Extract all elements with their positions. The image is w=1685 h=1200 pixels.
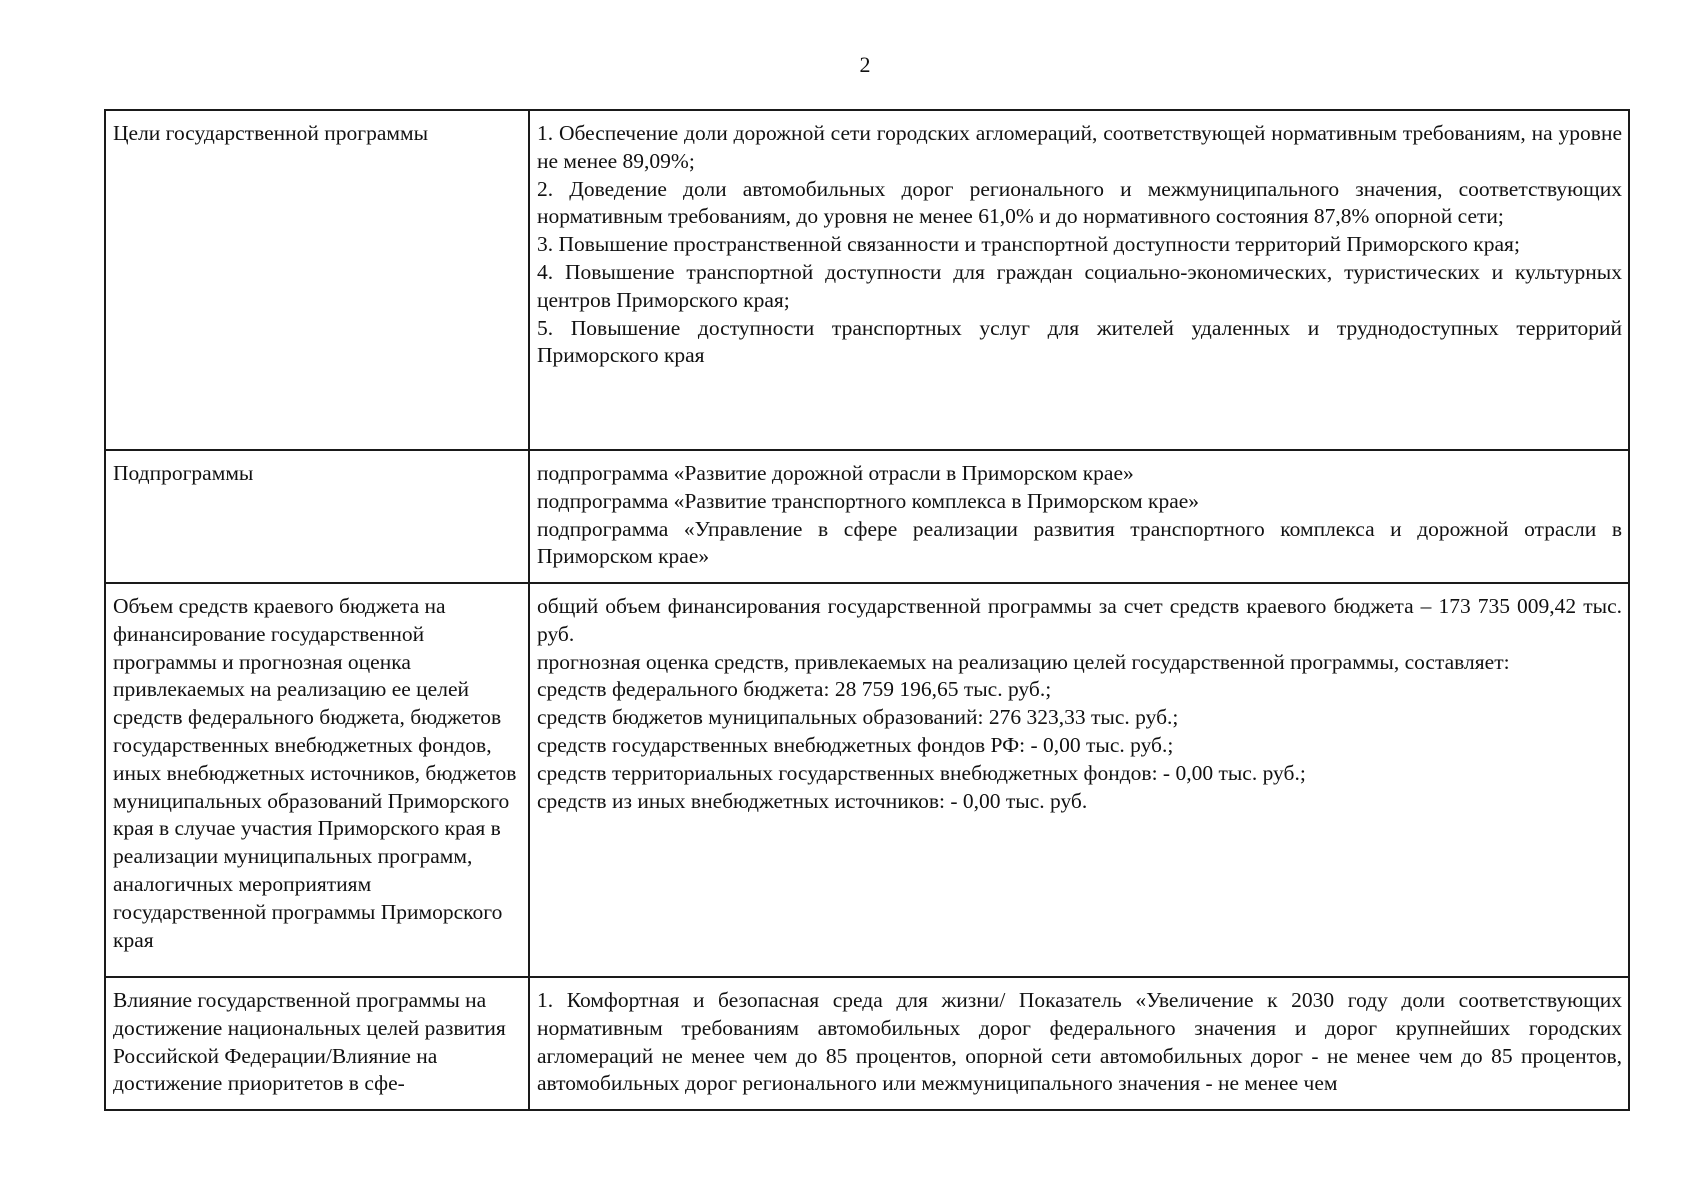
budget-line: средств бюджетов муниципальных образований: 276 323,33 тыс. руб.; <box>537 705 1179 730</box>
goal-item: 1. Обеспечение доли дорожной сети городских агломераций, соответствующей нормативным требованиям, на уровне не менее 89,09%; <box>537 121 1622 173</box>
goal-item: 3. Повышение пространственной связанности и транспортной доступности территорий Приморского края; <box>537 232 1520 257</box>
row-label-subprograms: Подпрограммы <box>105 450 529 583</box>
goal-item: 4. Повышение транспортной доступности для граждан социально-экономических, туристических и культурных центров Приморского края; <box>537 259 1622 312</box>
row-label-budget: Объем средств краевого бюджета на финансирование государственной программы и прогнозная оценка привлекаемых на реализацию ее целей средств федерального бюджета, бюджетов государственных внебюджетных фондов, иных внебюджетных источников, бюджетов муниципальных образований Приморского края в случае участия Приморского края в реализации муниципальных программ, аналогичных мероприятиям государственной программы Приморского края <box>105 583 529 977</box>
budget-line: средств территориальных государственных внебюджетных фондов: - 0,00 тыс. руб.; <box>537 760 1306 785</box>
row-value-budget <box>529 583 1629 977</box>
goal-item: 2. Доведение доли автомобильных дорог регионального и межмуниципального значения, соответствующих нормативным требованиям, до уровня не менее 61,0% и до нормативного состояния 87,8% опорной сети; <box>537 176 1622 229</box>
subprogram-item: подпрограмма «Управление в сфере реализации развития транспортного комплекса и дорожной отрасли в Приморском крае» <box>537 516 1622 569</box>
row-value-goals <box>529 110 1629 450</box>
goal-item: 5. Повышение доступности транспортных услуг для жителей удаленных и труднодоступных территорий Приморского края <box>537 315 1622 368</box>
budget-line: средств государственных внебюджетных фондов РФ: - 0,00 тыс. руб.; <box>537 732 1174 757</box>
budget-line: общий объем финансирования государственной программы за счет средств краевого бюджета – 173 735 009,42 тыс. руб. <box>537 594 1622 646</box>
program-passport-table <box>104 109 1630 1111</box>
table-row-goals <box>105 110 1629 450</box>
table-row-subprograms <box>105 450 1629 583</box>
row-label-impact <box>105 977 529 1110</box>
budget-line: прогнозная оценка средств, привлекаемых на реализацию целей государственной программы, составляет: <box>537 649 1510 674</box>
table-row-impact <box>105 977 1629 1110</box>
page-number: 2 <box>859 52 871 77</box>
row-label-goals: Цели государственной программы <box>105 110 529 450</box>
row-value-impact <box>529 977 1629 1110</box>
subprogram-item: подпрограмма «Развитие дорожной отрасли в Приморском крае» <box>537 461 1134 485</box>
budget-line: средств из иных внебюджетных источников: - 0,00 тыс. руб. <box>537 788 1088 813</box>
impact-line: 1. Комфортная и безопасная среда для жизни/ Показатель «Увеличение к 2030 году доли соответствующих нормативным требованиям автомобильных дорог федерального значения и дорог крупнейших городских агломераций не менее чем до 85 процентов, опорной сети автомобильных дорог - не менее чем до 85 процентов, автомобильных дорог регионального или межмуниципального значения - не менее чем <box>537 988 1622 1096</box>
table-row-budget <box>105 583 1629 977</box>
row-value-subprograms <box>529 450 1629 583</box>
budget-line: средств федерального бюджета: 28 759 196,65 тыс. руб.; <box>537 677 1052 702</box>
row-label-impact-text: Влияние государственной программы на достижение национальных целей развития Российской Федерации/Влияние на достижение приоритетов в сфе- <box>113 988 506 1096</box>
subprogram-item: подпрограмма «Развитие транспортного комплекса в Приморском крае» <box>537 488 1200 513</box>
